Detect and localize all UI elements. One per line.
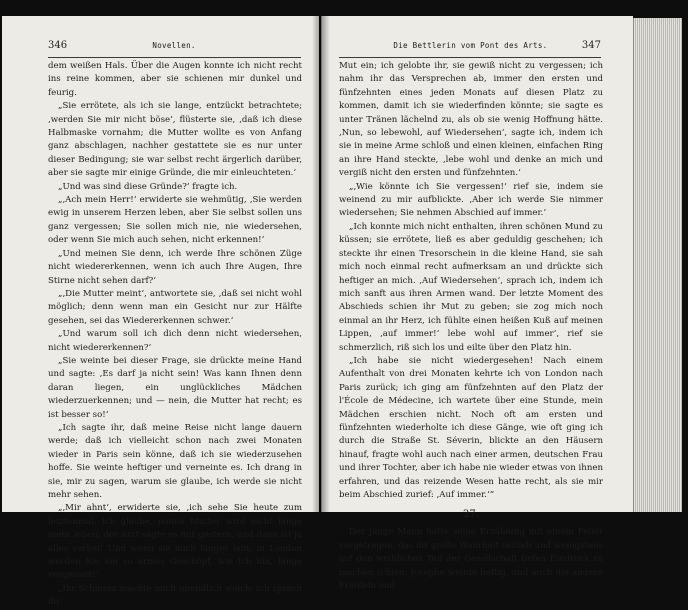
- paragraph: „Sie errötete, als ich sie lange, entzückt betrachtete; ‚werden Sie mir nicht böse‘, flüsterte sie, ‚daß ich diese Halbmaske vornahm; die Mutter wollte es von Anfang ganz abschlagen, nachher gestattete sie es nur unter dieser Bedingung; sie war selbst recht ärgerlich darüber, aber sie sagte mir einige Gründe, die mir einleuchteten.‘: [48, 101, 302, 179]
- paragraph: „‚Ach mein Herr!‘ erwiderte sie wehmütig, ‚Sie werden ewig in unserem Herzen leben, aber Sie selbst sollen uns ganz vergessen; Sie sollen mich nie, nie wiedersehen, oder wenn Sie mich auch sehen, nicht erkennen!‘: [48, 195, 302, 246]
- paragraph: „‚Mir ahnt‘, erwiderte sie, ‚ich sehe Sie heute zum letztenmal; ich glaube, meine Mutter wird nicht lange mehr leben, der Arzt sagte es mir gestern, und dann ist ja alles vorbei! Und wenn sie auch länger lebt, in London werden Sie ein so armes Geschöpf, wie ich bin, lange vergessen!‘: [48, 503, 302, 581]
- page-number-right: 347: [581, 40, 601, 51]
- paragraph: „‚Die Mutter meint‘, antwortete sie, ‚daß sei nicht wohl möglich; denn wenn man ein Gesicht nur zur Hälfte gesehen, sei das Wiedererkennen schwer.‘: [48, 288, 302, 326]
- paragraph: „Sie weinte bei dieser Frage, sie drückte meine Hand und sagte: ‚Es darf ja nicht sein! Was kann Ihnen denn daran liegen, ein unglückliches Mädchen wiederzuerkennen; und — nein, die Mutter hat recht; es ist besser so!‘: [48, 355, 302, 420]
- paragraph: „‚Wie könnte ich Sie vergessen!‘ rief sie, indem sie weinend zu mir aufblickte. ‚Aber ich werde Sie nimmer wiedersehen; Sie nehmen Abschied auf immer.‘: [339, 181, 603, 219]
- running-title-right: Die Bettlerin vom Pont des Arts.: [393, 41, 548, 50]
- page-number-left: 346: [48, 40, 68, 51]
- chapter-number: 27.: [463, 509, 479, 521]
- paragraph: dem weißen Hals. Über die Augen konnte ich nicht recht ins reine kommen, aber sie schienen mir dunkel und feurig.: [48, 61, 302, 98]
- paragraph: Mut ein; ich gelobte ihr, sie gewiß nicht zu vergessen; ich nahm ihr das Versprechen ab, immer den ersten und fünfzehnten eines jeden Monats auf diesen Platz zu kommen, damit ich sie wiederfinden könnte; sie sagte es unter Tränen lächelnd zu, als ob sie wenig Hoffnung hätte. ‚Nun, so lebewohl, auf Wiedersehen‘, sagte ich, indem ich sie in meine Arme schloß und einen kleinen, einfachen Ring an ihre Hand steckte, ‚lebe wohl und denke an mich und vergiß nicht den ersten und fünfzehnten.‘: [339, 61, 603, 179]
- running-title-left: Novellen.: [152, 41, 196, 50]
- right-page-header: [339, 40, 601, 54]
- header-rule-left: [48, 57, 301, 58]
- paragraph: „Ihr Schmerz machte mich unendlich weich; ich sprach ihr: [48, 583, 302, 608]
- left-page: [2, 16, 319, 608]
- paragraph: „Ich habe sie nicht wiedergesehen! Nach einem Aufenthalt von drei Monaten kehrte ich von London nach Paris zurück; ich ging am fünfzehnten auf den Platz der l'École de Médecine, ich wartete über eine Stunde, mein Mädchen erschien nicht. Noch oft am ersten und fünfzehnten wiederholte ich diese Gänge, wie oft ging ich durch die Straße St. Séverin, blickte an den Häusern hinauf, fragte wohl auch nach einer armen, deutschen Frau und ihrer Tochter, aber ich habe nie wieder etwas von ihnen erfahren, und das reizende Wesen hatte recht, als sie mir beim Abschied zurief: ‚Auf immer.‘“: [339, 355, 603, 500]
- paragraph: „Und warum soll ich dich denn nicht wiedersehen, nicht wiedererkennen?‘: [48, 329, 302, 353]
- right-page: [321, 16, 633, 592]
- paragraph: „Und meinen Sie denn, ich werde Ihre schönen Züge nicht wiedererkennen, wenn ich auch Ihre Augen, Ihre Stirne nicht sehen darf?‘: [48, 248, 302, 286]
- paragraph: „Ich konnte mich nicht enthalten, ihren schönen Mund zu küssen; sie errötete, ließ es aber geduldig geschehen; ich steckte ihr einen Tresorschein in die kleine Hand, sie sah mich noch einmal recht aufmerksam an und drückte sich heftiger an mich. ‚Auf Wiedersehen‘, sprach ich, indem ich mich sanft aus ihren Armen wand. Der letzte Moment des Abschieds schien ihr Mut zu geben; sie zog mich noch einmal an ihr Herz, ich fühlte einen heißen Kuß auf meinen Lippen, ‚auf immer!‘ lebe wohl auf immer‘, rief sie schmerzlich, riß sich los und eilte über den Platz hin.: [339, 221, 603, 353]
- paragraph: „Und was sind diese Gründe?‘ fragte ich.: [58, 181, 238, 192]
- left-page-header: [48, 40, 301, 54]
- header-rule-right: [339, 57, 601, 58]
- left-page-text: [48, 60, 302, 610]
- paragraph: Der junge Mann hatte seine Erzählung mit einem Feuer vorgetragen, das ihr große Wahrheit verlieh und wenigstens auf den weiblichen Teil der Gesellschaft tiefen Eindruck zu machen schien. Josephe weinte heftig, und auch die andern Fräulein und: [339, 527, 603, 592]
- book-gutter: [312, 16, 330, 512]
- right-page-text: [339, 60, 603, 593]
- paragraph: „Ich sagte ihr, daß meine Reise nicht lange dauern werde; daß ich vielleicht schon nach zwei Monaten wieder in Paris sein könne, daß ich sie wiederzusehen hoffe. Sie weinte heftiger und verneinte es. Ich drang in sie, mir zu sagen, warum sie glaube, ich werde sie nicht mehr sehen.: [48, 422, 302, 500]
- book-page-edges: [633, 18, 682, 512]
